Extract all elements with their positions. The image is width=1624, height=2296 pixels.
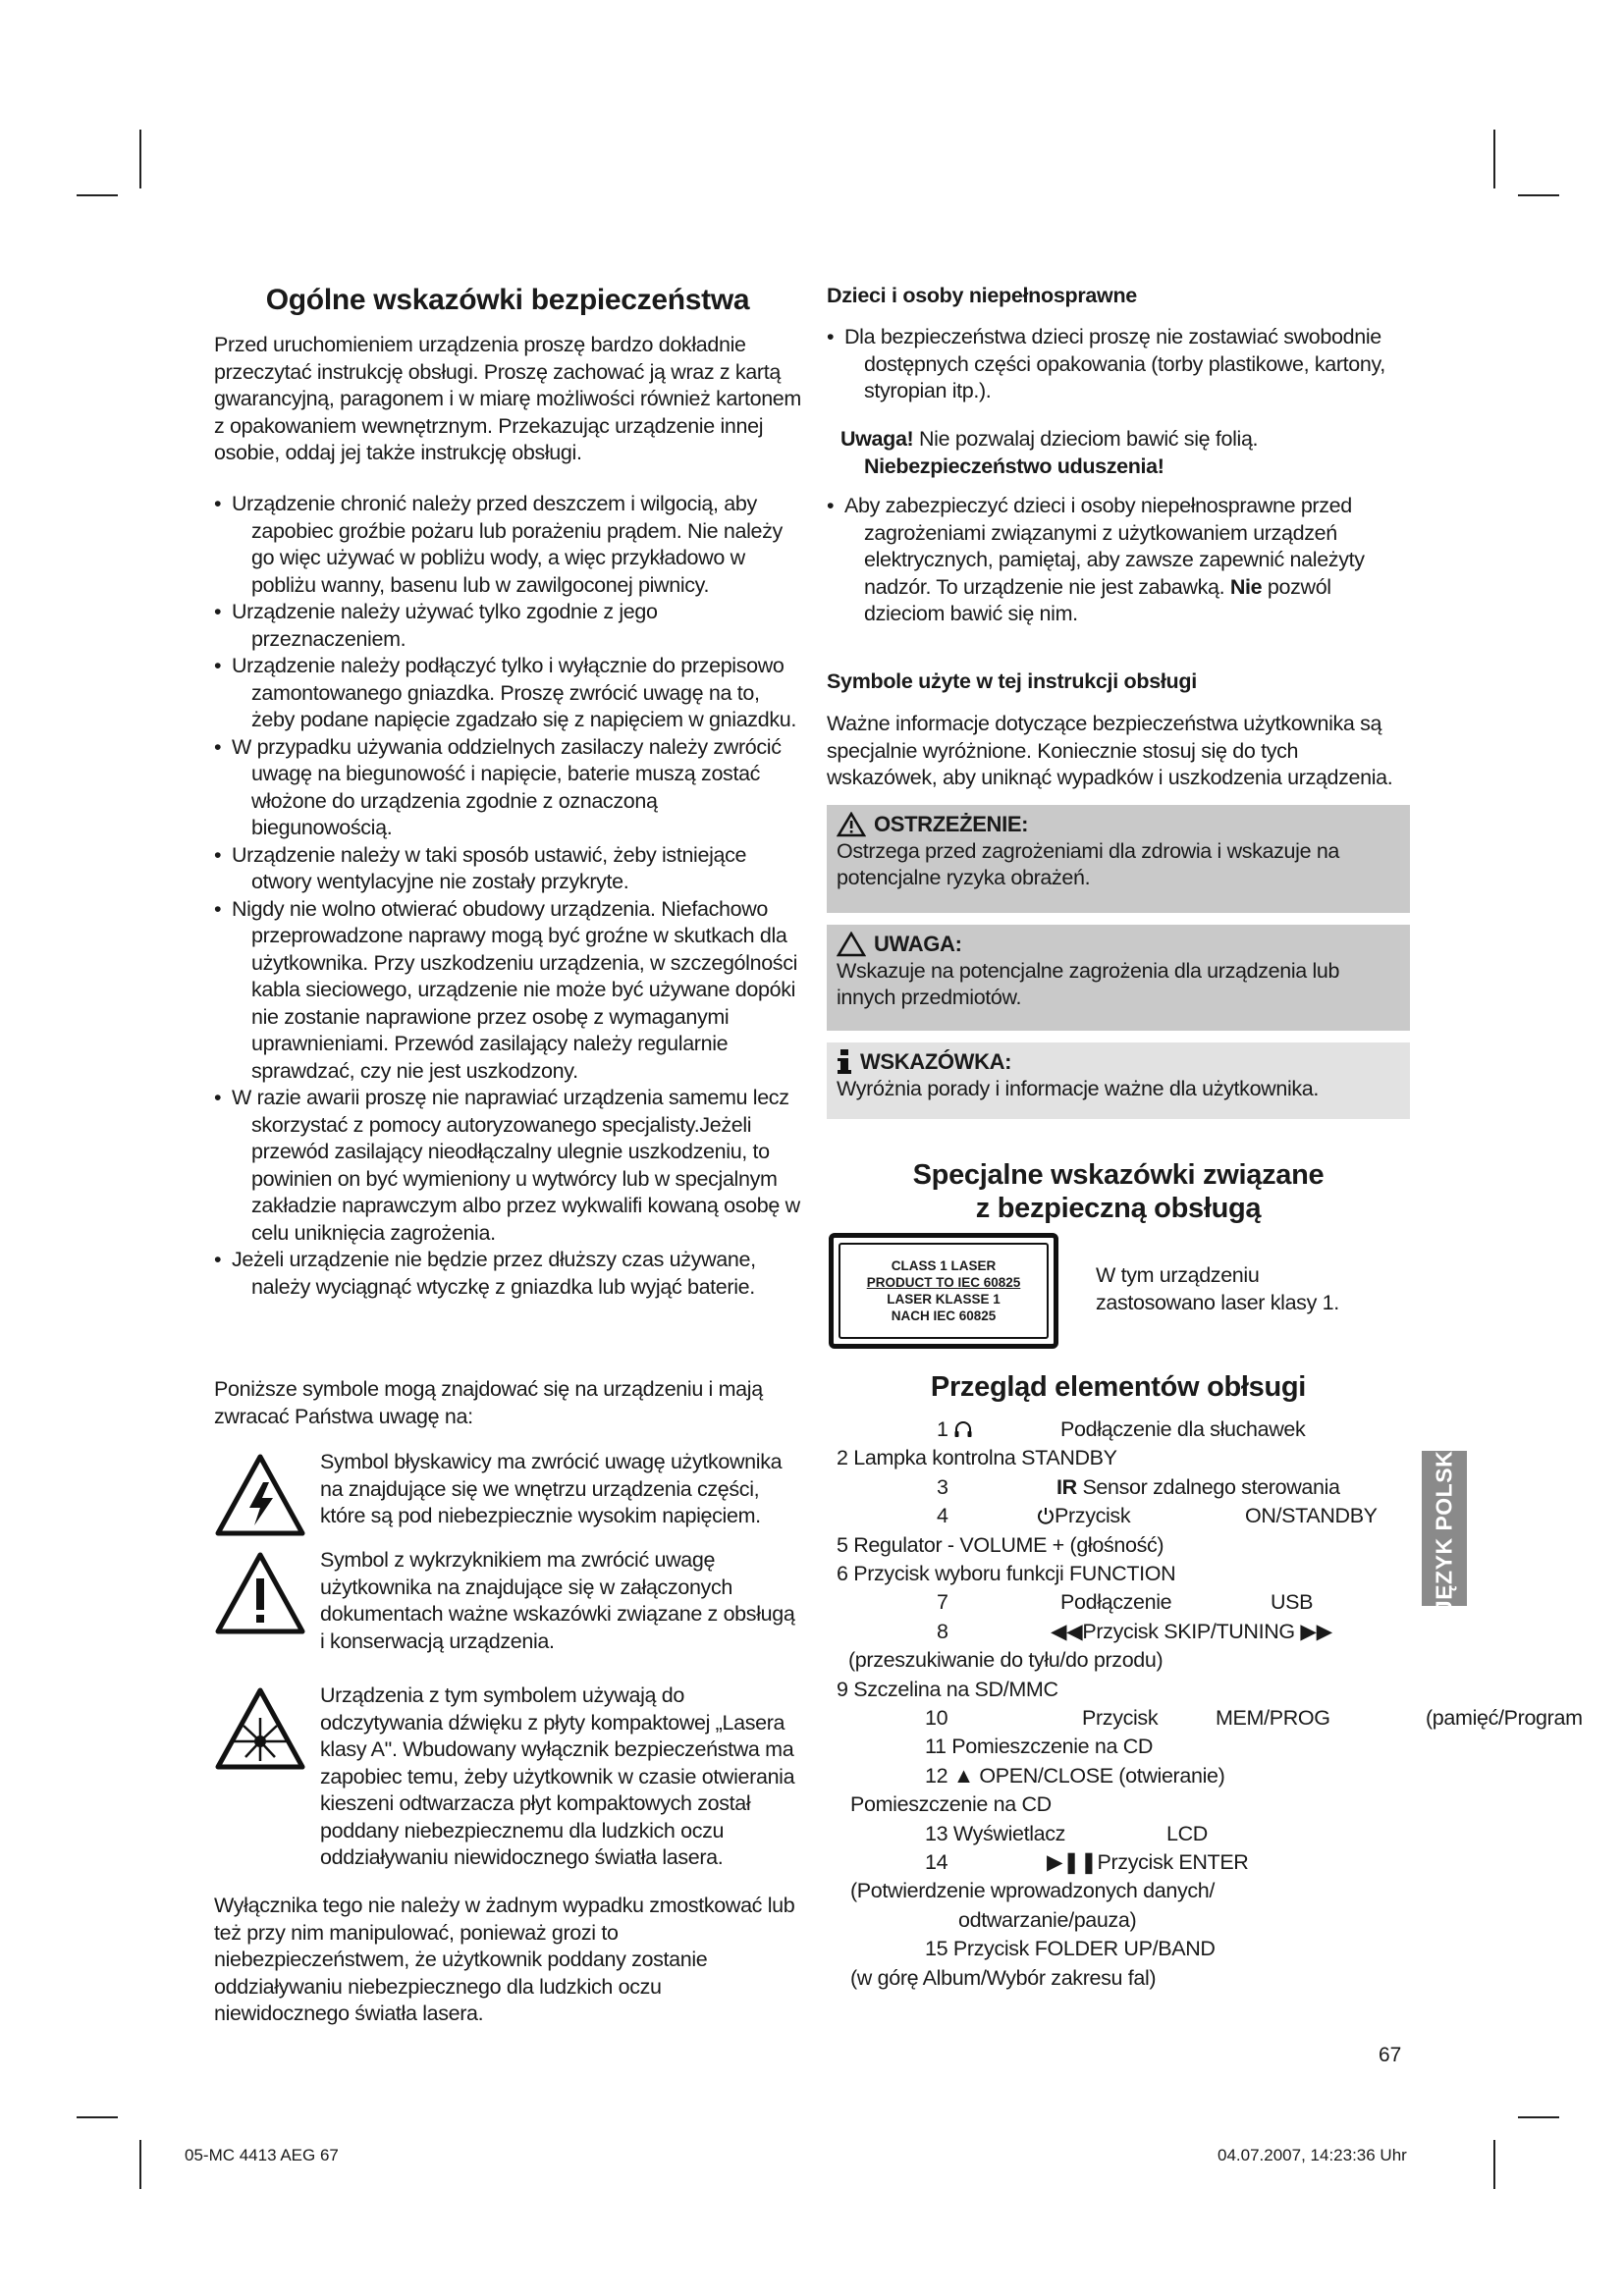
- control-number: 4: [937, 1504, 948, 1527]
- controls-heading: Przegląd elementów obłsugi: [930, 1371, 1307, 1403]
- list-item: • Jeżeli urządzenie nie będzie przez dłuższy czas używane, należy wyciągnąć wtyczkę z gniazdka lub wyjąć baterie.: [214, 1247, 801, 1301]
- control-row: 13 Wyświetlacz: [925, 1822, 1066, 1845]
- info-icon: [837, 1049, 852, 1075]
- exclamation-symbol-row: [214, 1548, 801, 1659]
- children-list: [827, 324, 1410, 405]
- special-heading: [827, 1158, 1410, 1225]
- control-label-text: Sensor zdalnego sterowania: [1082, 1475, 1340, 1499]
- crop-mark: [1493, 130, 1495, 188]
- list-item: • Urządzenie należy używać tylko zgodnie z jego przeznaczeniem.: [214, 599, 801, 653]
- crop-mark: [77, 2116, 118, 2118]
- list-item: • W przypadku używania oddzielnych zasilaczy należy zwrócić uwagę na biegunowość i napięcie, baterie muszą zostać włożone do urządzenia zgodnie z oznaczoną biegunowością.: [214, 734, 801, 842]
- control-row: (przeszukiwanie do tyłu/do przodu): [848, 1648, 1164, 1672]
- control-row: 15 Przycisk FOLDER UP/BAND: [925, 1937, 1216, 1960]
- note-box: [827, 1042, 1410, 1119]
- symbols-intro: Poniższe symbole mogą znajdować się na urządzeniu i mają zwracać Państwa uwagę na:: [214, 1377, 763, 1428]
- skip-back-icon: ◀◀: [1051, 1620, 1083, 1643]
- children-list-2: [827, 493, 1410, 628]
- list-item: [827, 493, 1410, 628]
- laser-label-line: LASER KLASSE 1: [887, 1292, 1001, 1307]
- control-row: (Potwierdzenie wprowadzonych danych/: [850, 1879, 1216, 1902]
- warning-box-label: OSTRZEŻENIE:: [874, 812, 1029, 836]
- control-row: [937, 1415, 973, 1444]
- intro-paragraph: Przed uruchomieniem urządzenia proszę bardzo dokładnie przeczytać instrukcję obsługi. Proszę zachować ją wraz z kartą gwarancyjną, paragonem i w miarę możliwości również kartonem z opakowaniem wewnętrznym. Przekazując urządzenie innej osobie, oddaj jej także instrukcję obsługi.: [214, 333, 801, 464]
- caution-triangle-icon: [837, 932, 866, 957]
- control-label: Podłączenie: [1060, 1590, 1172, 1614]
- exclamation-warning-icon: [214, 1551, 306, 1635]
- control-number: 1: [937, 1417, 948, 1441]
- laser-class-label: [829, 1233, 1058, 1349]
- control-label: ON/STANDBY: [1245, 1504, 1378, 1527]
- laser-class-label-inner: [839, 1243, 1049, 1339]
- control-label-text: Przycisk ENTER: [1097, 1850, 1249, 1874]
- note-box-label: WSKAZÓWKA:: [860, 1049, 1012, 1074]
- warning-note: [840, 426, 1410, 480]
- caution-box-title: [837, 931, 1400, 958]
- special-heading-line: z bezpieczną obsługą: [975, 1193, 1262, 1224]
- warning-box-title: [837, 811, 1400, 838]
- warning-label: Uwaga!: [840, 427, 914, 451]
- exclamation-symbol-text: Symbol z wykrzyknikiem ma zwrócić uwagę użytkownika na znajdujące się w załączonych dokumentach ważne wskazówki związane z obsługą i konserwacją urządzenia.: [320, 1548, 795, 1653]
- control-label: Podłączenie dla słuchawek: [1060, 1417, 1306, 1441]
- control-label: (pamięć/Program: [1426, 1706, 1583, 1730]
- warning-triangle-icon: [837, 812, 866, 837]
- control-label: Przycisk: [1082, 1706, 1159, 1730]
- list-item: • Dla bezpieczeństwa dzieci proszę nie zostawiać swobodnie dostępnych części opakowania (torby plastikowe, kartony, styropian itp.).: [827, 324, 1410, 405]
- list-item: • W razie awarii proszę nie naprawiać urządzenia samemu lecz skorzystać z pomocy autoryzowanego specjalisty.Jeżeli przewód zasilający nieodłączalny ulegnie uszkodzeniu, to powinien on być wymieniony u wytwórcy lub w specjalnym zakładzie naprawczym albo przez wykwalifi kowaną osobę w celu uniknięcia zagrożenia.: [214, 1085, 801, 1247]
- list-item: • Nigdy nie wolno otwierać obudowy urządzenia. Niefachowo przeprowadzone naprawy mogą być groźne w skutkach dla użytkownika. Przy uszkodzeniu urządzenia, w szczególności kabla sieciowego, urządzenie nie może być używane dopóki nie zostanie naprawione przez osobę z wymaganymi uprawnieniami. Przewód zasilający należy regularnie sprawdzać, czy nie jest uszkodzony.: [214, 896, 801, 1086]
- crop-mark: [1518, 194, 1559, 196]
- children-heading: Dzieci i osoby niepełnosprawne: [827, 284, 1137, 307]
- control-number: 14: [925, 1850, 948, 1874]
- page-number: 67: [1379, 2044, 1402, 2066]
- lightning-symbol-text: Symbol błyskawicy ma zwrócić uwagę użytkownika na znajdujące się we wnętrzu urządzenia części, które są pod niebezpiecznie wysokim napięciem.: [320, 1450, 783, 1527]
- lightning-warning-icon: [214, 1453, 306, 1537]
- control-number: 10: [925, 1706, 948, 1730]
- control-label: MEM/PROG: [1216, 1706, 1330, 1730]
- crop-mark: [139, 2140, 141, 2189]
- caution-box-label: UWAGA:: [874, 932, 962, 956]
- list-item: • Urządzenie chronić należy przed deszczem i wilgocią, aby zapobiec groźbie pożaru lub porażeniu prądem. Nie należy go więc używać w pobliżu wody, a więc przykładowo w pobliżu wanny, basenu lub w zawilgoconej piwnicy.: [214, 491, 801, 599]
- footer-left: 05-MC 4413 AEG 67: [185, 2146, 339, 2164]
- crop-mark: [1493, 2140, 1495, 2189]
- laser-symbol-row: [214, 1683, 801, 1883]
- crop-mark: [139, 130, 141, 188]
- warning-box-text: Ostrzega przed zagrożeniami dla zdrowia i wskazuje na potencjalne ryzyka obrażeń.: [837, 838, 1340, 889]
- control-row: 11 Pomieszczenie na CD: [925, 1735, 1154, 1758]
- bullet-text: Aby zabezpieczyć dzieci i osoby niepełnosprawne przed zagrożeniami związanymi z użytkowaniem urządzeń elektrycznych, pamiętaj, aby zawsze zapewnić należyty nadzór. To urządzenie nie jest zabawką.: [844, 494, 1365, 599]
- laser-label-line: NACH IEC 60825: [891, 1308, 997, 1323]
- skip-forward-icon: ▶▶: [1294, 1620, 1332, 1643]
- list-item: • Urządzenie należy w taki sposób ustawić, żeby istniejące otwory wentylacyjne nie zostały przykryte.: [214, 842, 801, 896]
- control-number: 8: [937, 1620, 948, 1643]
- laser-label-line: CLASS 1 LASER: [891, 1258, 997, 1273]
- crop-mark: [77, 194, 118, 196]
- safety-bullet-list: [214, 491, 801, 1301]
- control-row: 5 Regulator - VOLUME + (głośność): [837, 1533, 1164, 1557]
- warning-bold: Niebezpieczeństwo uduszenia!: [864, 454, 1164, 478]
- page-title: Ogólne wskazówki bezpieczeństwa: [265, 284, 750, 316]
- headphones-icon: [953, 1420, 973, 1438]
- control-label-text: Przycisk SKIP/TUNING: [1082, 1620, 1295, 1643]
- control-label: [1051, 1618, 1332, 1646]
- control-label: USB: [1271, 1590, 1314, 1614]
- outro-paragraph: Wyłącznika tego nie należy w żadnym wypadku zmostkować lub też przy nim manipulować, ponieważ grozi to niebezpieczeństwem, że użytkownik poddany zostanie oddziaływaniu niebezpiecznego dla ludzkich oczu niewidocznego światła lasera.: [214, 1894, 795, 2025]
- control-row: 12 ▲ OPEN/CLOSE (otwieranie): [925, 1764, 1225, 1788]
- control-label: [1047, 1848, 1248, 1877]
- control-number: 3: [937, 1475, 948, 1499]
- language-tab: [1422, 1443, 1467, 1614]
- control-label: [1056, 1473, 1340, 1502]
- laser-warning-icon: [214, 1686, 306, 1771]
- control-row: 2 Lampka kontrolna STANDBY: [837, 1446, 1117, 1469]
- list-item: • Urządzenie należy podłączyć tylko i wyłącznie do przepisowo zamontowanego gniazdka. Proszę zwrócić uwagę na to, żeby podane napięcie zgadzało się z napięciem w gniazdku.: [214, 653, 801, 734]
- control-row: odtwarzanie/pauza): [958, 1908, 1137, 1932]
- ir-label: IR: [1056, 1475, 1077, 1499]
- bullet-bold: Nie: [1229, 574, 1263, 599]
- crop-mark: [1518, 2116, 1559, 2118]
- control-label: LCD: [1166, 1822, 1208, 1845]
- warning-box: [827, 805, 1410, 913]
- note-box-text: Wyróżnia porady i informacje ważne dla użytkownika.: [837, 1076, 1320, 1100]
- control-row: 9 Szczelina na SD/MMC: [837, 1678, 1058, 1701]
- control-row: 6 Przycisk wyboru funkcji FUNCTION: [837, 1562, 1176, 1585]
- language-tab-label: JĘZYK POLSKI: [1431, 1443, 1457, 1614]
- control-label-text: Przycisk: [1055, 1504, 1131, 1527]
- lightning-symbol-row: [214, 1450, 801, 1535]
- control-row: (w górę Album/Wybór zakresu fal): [850, 1966, 1157, 1990]
- laser-text: W tym urządzeniu zastosowano laser klasy 1.: [1096, 1263, 1339, 1314]
- symbols-heading: Symbole użyte w tej instrukcji obsługi: [827, 669, 1197, 693]
- control-label: [1037, 1502, 1130, 1530]
- warning-text: Nie pozwalaj dzieciom bawić się folią.: [918, 427, 1259, 451]
- play-pause-icon: ▶❚❚: [1047, 1850, 1098, 1874]
- control-row: Pomieszczenie na CD: [850, 1792, 1052, 1816]
- laser-label-line: PRODUCT TO IEC 60825: [866, 1275, 1021, 1290]
- note-box-title: [837, 1048, 1400, 1076]
- controls-list: [837, 1415, 1622, 2004]
- symbols-paragraph: Ważne informacje dotyczące bezpieczeństwa użytkownika są specjalnie wyróżnione. Koniecznie stosuj się do tych wskazówek, aby uniknąć wypadków i uszkodzenia urządzenia.: [827, 712, 1393, 789]
- power-icon: [1037, 1507, 1055, 1524]
- caution-box-text: Wskazuje na potencjalne zagrożenia dla urządzenia lub innych przedmiotów.: [837, 958, 1340, 1009]
- special-heading-line: Specjalne wskazówki związane: [912, 1159, 1325, 1191]
- bullet-text: pozwól dzieciom bawić się nim.: [864, 574, 1331, 625]
- caution-box: [827, 925, 1410, 1031]
- laser-symbol-text: Urządzenia z tym symbolem używają do odczytywania dźwięku z płyty kompaktowej „Lasera klasy A". Wbudowany wyłącznik bezpieczeństwa ma zapobiec temu, żeby użytkownik w czasie otwierania kieszeni odtwarzacza płyt kompaktowych został poddany niebezpiecznemu dla ludzkich oczu oddziaływaniu niewidocznego światła lasera.: [320, 1683, 795, 1869]
- footer-right: 04.07.2007, 14:23:36 Uhr: [1218, 2146, 1407, 2164]
- control-number: 7: [937, 1590, 948, 1614]
